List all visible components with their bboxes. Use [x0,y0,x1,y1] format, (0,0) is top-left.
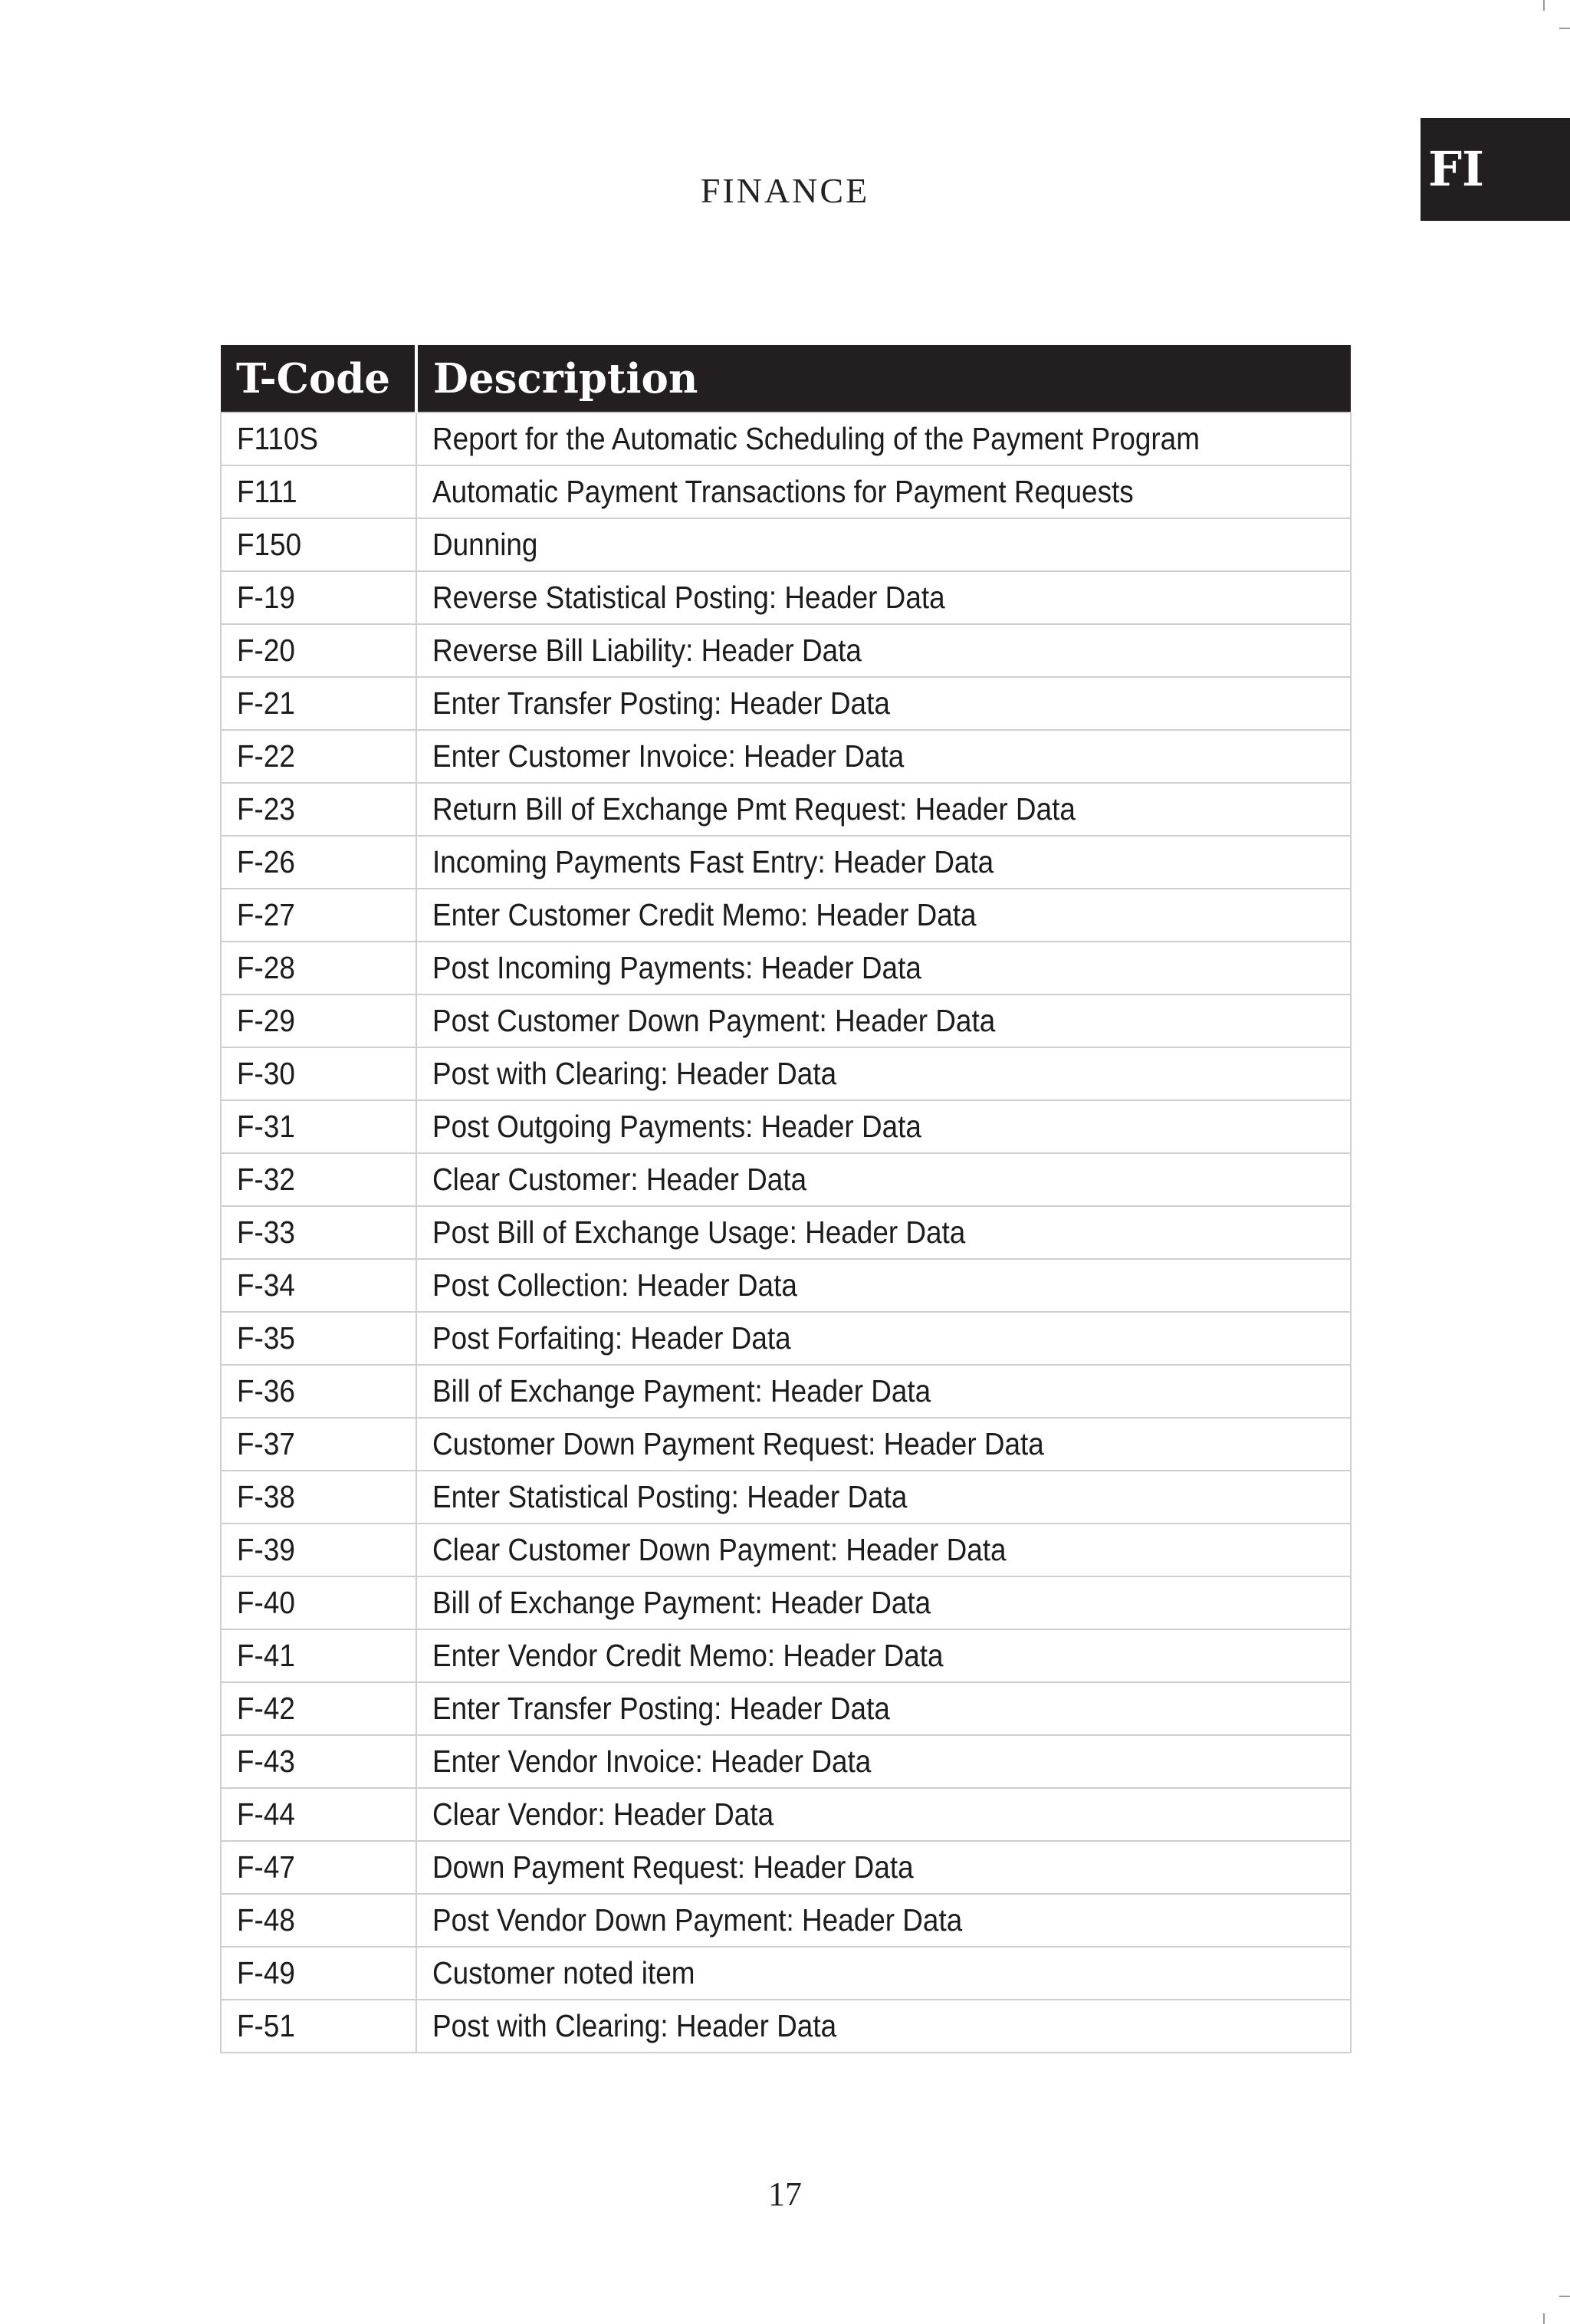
tcode-text: F-27 [237,897,295,932]
page-number: 17 [768,2175,802,2213]
table-row [221,1206,1351,1259]
tcode-cell [221,624,416,677]
tcode-text: F110S [237,421,318,456]
description-text: Enter Statistical Posting: Header Data [432,1479,908,1514]
table-row [221,1682,1351,1735]
table-row [221,571,1351,624]
table-row [221,994,1351,1047]
section-tab: FI [1421,118,1570,221]
description-cell [416,1576,1351,1629]
table-row [221,889,1351,942]
tcode-cell [221,1735,416,1788]
description-cell [416,677,1351,730]
tcode-cell [221,2000,416,2053]
table-row [221,836,1351,889]
tcode-cell [221,783,416,836]
description-cell [416,1312,1351,1365]
tcode-cell [221,413,416,465]
description-cell [416,1682,1351,1735]
tcode-text: F-49 [237,1955,295,1990]
description-text: Dunning [432,527,538,562]
table-row [221,783,1351,836]
tcode-cell [221,677,416,730]
table-row [221,1153,1351,1206]
description-cell [416,624,1351,677]
tcode-cell [221,1206,416,1259]
tcode-text: F-30 [237,1056,295,1091]
description-text: Report for the Automatic Scheduling of the Payment Program [432,421,1200,456]
description-cell [416,836,1351,889]
tcode-text: F-33 [237,1215,295,1250]
table-row [221,942,1351,994]
table-row [221,730,1351,783]
tcode-cell [221,1524,416,1576]
tcode-text: F-42 [237,1691,295,1726]
tcode-text: F-43 [237,1744,295,1779]
description-cell [416,1365,1351,1418]
description-cell [416,1259,1351,1312]
table-row [221,518,1351,571]
description-text: Return Bill of Exchange Pmt Request: Header Data [432,791,1076,827]
table-row [221,413,1351,465]
tcode-text: F-19 [237,580,295,615]
description-text: Enter Customer Credit Memo: Header Data [432,897,977,932]
description-cell [416,1841,1351,1894]
tcode-table [220,345,1352,2053]
description-text: Bill of Exchange Payment: Header Data [432,1585,931,1620]
description-text: Enter Vendor Credit Memo: Header Data [432,1638,944,1673]
tcode-cell [221,571,416,624]
description-text: Clear Vendor: Header Data [432,1796,774,1832]
table-header [221,345,1351,413]
tcode-cell [221,1841,416,1894]
description-cell [416,413,1351,465]
tcode-text: F-44 [237,1796,295,1832]
description-cell [416,1947,1351,2000]
table-row [221,1788,1351,1841]
description-text: Post with Clearing: Header Data [432,2008,837,2043]
description-text: Enter Customer Invoice: Header Data [432,738,905,774]
description-text: Post with Clearing: Header Data [432,1056,837,1091]
tcode-text: F-20 [237,633,295,668]
description-text: Reverse Statistical Posting: Header Data [432,580,945,615]
description-text: Customer noted item [432,1955,695,1990]
table-row [221,1100,1351,1153]
table-row [221,465,1351,518]
description-cell [416,1206,1351,1259]
description-cell [416,571,1351,624]
tcode-cell [221,518,416,571]
description-text: Customer Down Payment Request: Header Data [432,1426,1044,1461]
tcode-text: F111 [237,474,297,509]
tcode-text: F-34 [237,1267,295,1303]
tcode-text: F-38 [237,1479,295,1514]
table-row [221,1471,1351,1524]
description-text: Post Vendor Down Payment: Header Data [432,1902,963,1938]
description-cell [416,942,1351,994]
tcode-cell [221,1471,416,1524]
description-text: Post Incoming Payments: Header Data [432,950,921,985]
tcode-cell [221,942,416,994]
crop-mark [1543,2313,1545,2324]
tcode-text: F-39 [237,1532,295,1567]
tcode-cell [221,465,416,518]
description-text: Automatic Payment Transactions for Payment Requests [432,474,1134,509]
tcode-text: F-40 [237,1585,295,1620]
header-description: Description [416,345,1351,413]
description-cell [416,730,1351,783]
description-text: Post Outgoing Payments: Header Data [432,1109,921,1144]
table-row [221,1047,1351,1100]
tcode-text: F-23 [237,791,295,827]
tcode-text: F-36 [237,1373,295,1409]
description-cell [416,1418,1351,1471]
tcode-cell [221,730,416,783]
description-text: Post Forfaiting: Header Data [432,1320,791,1356]
table-row [221,1259,1351,1312]
table-row [221,1947,1351,2000]
description-text: Enter Transfer Posting: Header Data [432,685,890,721]
crop-mark [1543,0,1545,11]
tcode-cell [221,1629,416,1682]
table-row [221,1841,1351,1894]
table-row [221,2000,1351,2053]
description-cell [416,1047,1351,1100]
tcode-text: F-32 [237,1162,295,1197]
description-cell [416,1100,1351,1153]
tcode-text: F-37 [237,1426,295,1461]
description-cell [416,1629,1351,1682]
tcode-text: F-41 [237,1638,295,1673]
description-cell [416,1524,1351,1576]
tcode-text: F-28 [237,950,295,985]
description-text: Post Collection: Header Data [432,1267,797,1303]
tcode-cell [221,836,416,889]
table-row [221,624,1351,677]
description-text: Enter Vendor Invoice: Header Data [432,1744,872,1779]
description-text: Post Customer Down Payment: Header Data [432,1003,996,1038]
table-body [221,413,1351,2053]
description-cell [416,783,1351,836]
tcode-cell [221,1682,416,1735]
tcode-cell [221,1576,416,1629]
table-row [221,1894,1351,1947]
tcode-cell [221,889,416,942]
tcode-cell [221,1100,416,1153]
description-text: Post Bill of Exchange Usage: Header Data [432,1215,966,1250]
running-head: FINANCE [700,171,870,210]
tcode-text: F-29 [237,1003,295,1038]
tcode-text: F-26 [237,844,295,879]
description-text: Clear Customer: Header Data [432,1162,807,1197]
description-cell [416,889,1351,942]
tcode-cell [221,1259,416,1312]
crop-mark [1559,28,1570,29]
tcode-cell [221,1153,416,1206]
crop-mark [1559,2296,1570,2297]
table-row [221,1365,1351,1418]
tcode-cell [221,1947,416,2000]
tcode-cell [221,1418,416,1471]
table-row [221,677,1351,730]
tcode-text: F-31 [237,1109,295,1144]
tcode-cell [221,1312,416,1365]
description-cell [416,994,1351,1047]
tcode-text: F-48 [237,1902,295,1938]
description-text: Reverse Bill Liability: Header Data [432,633,862,668]
table-row [221,1418,1351,1471]
header-tcode: T-Code [221,345,416,413]
description-cell [416,1153,1351,1206]
tcode-cell [221,1365,416,1418]
tcode-text: F-47 [237,1849,295,1885]
description-cell [416,1894,1351,1947]
description-cell [416,465,1351,518]
table-row [221,1735,1351,1788]
table-row [221,1629,1351,1682]
tcode-text: F-51 [237,2008,295,2043]
tcode-text: F150 [237,527,302,562]
tcode-text: F-35 [237,1320,295,1356]
description-text: Incoming Payments Fast Entry: Header Data [432,844,994,879]
description-text: Enter Transfer Posting: Header Data [432,1691,890,1726]
table-row [221,1312,1351,1365]
tcode-cell [221,1788,416,1841]
table-row [221,1576,1351,1629]
tcode-cell [221,1894,416,1947]
tcode-text: F-22 [237,738,295,774]
description-cell [416,1471,1351,1524]
description-text: Clear Customer Down Payment: Header Data [432,1532,1007,1567]
description-text: Down Payment Request: Header Data [432,1849,914,1885]
description-cell [416,2000,1351,2053]
description-cell [416,518,1351,571]
table-row [221,1524,1351,1576]
description-cell [416,1735,1351,1788]
description-cell [416,1788,1351,1841]
tcode-cell [221,994,416,1047]
tcode-text: F-21 [237,685,295,721]
tcode-cell [221,1047,416,1100]
description-text: Bill of Exchange Payment: Header Data [432,1373,931,1409]
